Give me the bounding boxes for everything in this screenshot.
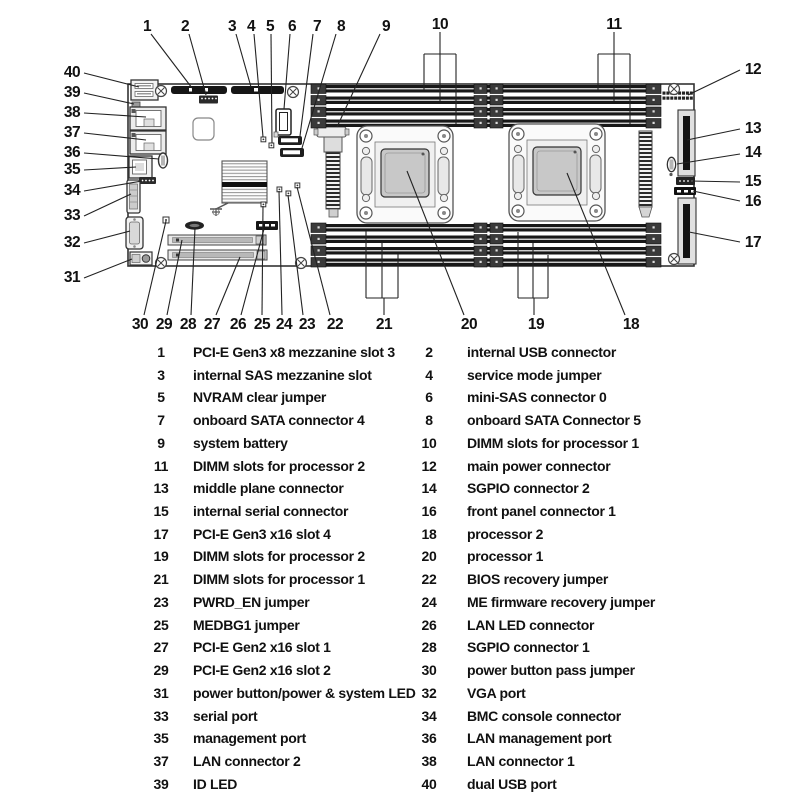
legend-item-label: SGPIO connector 2 [467,480,590,497]
callout-25: 25 [253,316,271,333]
legend-item-label: DIMM slots for processor 1 [193,571,365,588]
dimm-latch-dot [653,238,655,240]
leader-line-15 [691,181,740,182]
dimm-latch-dot [480,110,482,112]
callout-14: 14 [744,144,762,161]
dimm-latch-dot [653,87,655,89]
legend-item-number: 17 [153,525,169,542]
dimm-latch-dot [496,99,498,101]
callout-26: 26 [229,316,247,333]
legend-item-label: PCI-E Gen2 x16 slot 1 [193,639,331,656]
pcie-gen2-slot-2 [168,235,266,245]
legend-item-label: NVRAM clear jumper [193,389,327,406]
dimm-latch-dot [653,249,655,251]
processor-1-socket-pin [362,147,369,154]
processor-1-socket [357,126,453,223]
dual-usb-port [131,80,158,100]
legend-item-number: 32 [421,684,437,701]
legend-item-label: ME firmware recovery jumper [467,593,655,610]
power-pin [674,97,677,100]
callout-19: 19 [527,316,545,333]
dimm-latch-dot [480,261,482,263]
power-pin [663,92,666,95]
processor-2-socket [509,124,605,221]
legend-item-number: 23 [153,593,169,610]
callout-24: 24 [275,316,293,333]
legend-item-label: mini-SAS connector 0 [467,389,607,406]
legend-item-label: dual USB port [467,775,557,792]
dimm-latch-dot [480,238,482,240]
processor-2-socket-die [533,147,581,195]
legend-item-label: LAN connector 2 [193,752,301,769]
leader-line-32 [84,231,130,243]
power-pin [666,97,669,100]
callout-23: 23 [298,316,316,333]
processor-1-socket-arm-right [438,157,449,195]
dimm-latch-dot [653,261,655,263]
sas-mezzanine-slot [231,86,284,94]
power-pin [682,92,685,95]
legend-item-number: 10 [421,434,437,451]
legend-item-number: 30 [421,662,437,679]
dimm-latch-dot [480,99,482,101]
dimm-latch-dot [653,122,655,124]
legend-item-number: 31 [153,684,169,701]
leader-line-3 [236,34,251,87]
power-button-led [130,252,152,265]
legend-item-label: management port [193,730,306,747]
legend-item-number: 28 [421,639,437,656]
callout-10: 10 [431,16,449,33]
callout-34: 34 [63,182,81,199]
callout-17: 17 [744,234,762,251]
legend-item-number: 24 [421,593,437,610]
jumper-dot [271,145,273,147]
callout-37: 37 [63,124,81,141]
dimm-latch-dot [480,249,482,251]
legend-item-number: 3 [157,366,165,383]
callout-22: 22 [326,316,344,333]
legend-item-label: BMC console connector [467,707,621,724]
dimm-latch-dot [496,122,498,124]
legend-item-number: 1 [157,344,165,360]
bmc-console-connector [139,177,156,184]
internal-usb-connector [199,96,218,104]
callout-33: 33 [63,207,81,224]
callout-3: 3 [227,18,237,35]
legend-item-number: 9 [157,434,165,451]
legend-item-label: power button pass jumper [467,662,635,679]
dimm-latch-dot [496,226,498,228]
processor-1-socket-screw-dot [364,211,368,215]
processor-1-socket-pin [440,147,447,154]
dimm-latch-dot [496,87,498,89]
callout-12: 12 [744,61,762,78]
dimm-latch-dot [496,249,498,251]
processor-2-socket-arm-right [590,155,601,193]
callout-6: 6 [287,18,297,35]
lan-management-port [159,153,168,168]
processor-2-socket-screw-dot [516,132,520,136]
processor-1-socket-pin1-dot [422,153,425,156]
jumper-dot [263,204,265,206]
lan-connector-1 [130,107,166,130]
dimm-latch-dot [318,122,320,124]
legend-item-number: 2 [425,344,433,360]
legend-item-number: 34 [421,707,437,724]
callout-20: 20 [460,316,478,333]
jumper-dot [288,193,290,195]
processor-2-socket-screw-dot [594,132,598,136]
legend-item-label: internal USB connector [467,344,616,360]
processor-1-socket-pin [362,194,369,201]
legend-item-label: LAN connector 1 [467,752,575,769]
processor-1-socket-screw-dot [364,134,368,138]
callout-36: 36 [63,144,81,161]
dimm-latch-dot [318,261,320,263]
callout-21: 21 [375,316,393,333]
power-pin [690,97,693,100]
callout-13: 13 [744,120,762,137]
legend-item-number: 4 [425,366,433,383]
legend-item-number: 26 [421,616,437,633]
vga-port [126,217,143,249]
legend-item-number: 20 [421,548,437,565]
processor-1-socket-die [381,149,429,197]
dimm-latch-dot [496,238,498,240]
lan-led-connector [256,221,278,230]
callout-18: 18 [622,316,640,333]
callout-39: 39 [63,84,81,101]
callout-4: 4 [246,18,256,35]
power-pin [686,97,689,100]
legend-item-number: 5 [157,389,165,406]
legend-item-number: 33 [153,707,169,724]
power-pin [678,97,681,100]
legend-item-number: 39 [153,775,169,792]
callout-35: 35 [63,161,81,178]
legend-item-number: 13 [153,480,169,497]
leader-line-12 [688,70,740,95]
processor-2-socket-pin1-dot [574,151,577,154]
processor-1-socket-screw-dot [442,211,446,215]
vrm-column [639,131,652,217]
power-pin [670,97,673,100]
legend-item-label: LAN management port [467,730,612,747]
callout-15: 15 [744,173,762,190]
legend-item-number: 14 [421,480,437,497]
legend-item-number: 11 [153,457,169,474]
legend-item-number: 21 [153,571,169,588]
callout-7: 7 [312,18,322,35]
processor-1-socket-arm-left [361,157,372,195]
callout-27: 27 [203,316,221,333]
jumper-dot [263,139,265,141]
legend-item-label: BIOS recovery jumper [467,571,609,588]
processor-2-socket-screw-dot [594,209,598,213]
leader-line-17 [689,232,740,242]
legend-item-label: DIMM slots for processor 2 [193,457,365,474]
legend-item-label: PWRD_EN jumper [193,593,310,610]
callout-1: 1 [142,18,152,35]
legend-item-label: main power connector [467,457,611,474]
dimm-latch-dot [318,249,320,251]
legend-item-number: 37 [153,752,169,769]
power-pin [663,97,666,100]
legend-item-label: onboard SATA connector 4 [193,412,365,429]
callout-38: 38 [63,104,81,121]
processor-2-socket-pin [592,192,599,199]
pcie-gen2-slot-1 [168,250,267,260]
legend-item-number: 38 [421,752,437,769]
leader-line-33 [84,194,131,216]
callout-40: 40 [63,64,81,81]
processor-2-socket-screw-dot [516,209,520,213]
leader-line-31 [84,259,132,278]
legend-item-number: 15 [153,503,169,520]
legend-item-number: 40 [421,775,437,792]
dimm-latch-dot [653,226,655,228]
power-pin [682,97,685,100]
legend-item-label: service mode jumper [467,366,602,383]
dimm-latch-dot [496,110,498,112]
legend-item-label: LAN LED connector [467,616,595,633]
dimm-latch-dot [318,99,320,101]
legend-item-number: 25 [153,616,169,633]
legend-item-label: MEDBG1 jumper [193,616,300,633]
callout-2: 2 [180,18,190,35]
legend-item-label: onboard SATA Connector 5 [467,412,641,429]
callout-5: 5 [265,18,275,35]
callout-31: 31 [63,269,81,286]
legend-item-label: ID LED [193,775,238,792]
dimm-latch-dot [653,99,655,101]
processor-2-socket-pin [514,145,521,152]
callout-32: 32 [63,234,81,251]
processor-2-socket-pin [592,145,599,152]
dimm-latch-dot [480,87,482,89]
mezzanine-slot-1 [171,86,227,94]
callout-9: 9 [381,18,391,35]
callout-16: 16 [744,193,762,210]
mini-sas-connector-0 [274,109,291,137]
dimm-latch-dot [318,238,320,240]
jumper-dot [279,189,281,191]
sata-connector-5 [280,148,304,157]
legend-item-label: DIMM slots for processor 2 [193,548,365,565]
legend [146,341,655,795]
legend-item-label: power button/power & system LED [193,684,416,701]
legend-item-label: PCI-E Gen2 x16 slot 2 [193,662,331,679]
lan-connector-2 [130,131,166,154]
legend-item-label: internal SAS mezzanine slot [193,366,372,383]
legend-item-label: SGPIO connector 1 [467,639,590,656]
sata-connector-4 [278,136,302,145]
legend-item-number: 12 [421,457,437,474]
leader-line-39 [84,93,134,104]
legend-item-label: middle plane connector [193,480,344,497]
processor-2-socket-pin [514,192,521,199]
legend-item-label: DIMM slots for processor 1 [467,434,639,451]
jumper-dot [297,185,299,187]
serial-port [127,180,140,213]
legend-item-label: front panel connector 1 [467,503,616,520]
motherboard-diagram [0,0,800,340]
legend-item-number: 35 [153,730,169,747]
dimm-latch-dot [318,226,320,228]
callout-29: 29 [155,316,173,333]
legend-item-number: 6 [425,389,433,406]
legend-item-label: system battery [193,434,288,451]
dimm-latch-dot [653,110,655,112]
legend-item-number: 27 [153,639,169,656]
callout-30: 30 [131,316,149,333]
legend-item-number: 36 [421,730,437,747]
processor-1-socket-screw-dot [442,134,446,138]
front-panel-connector-1 [674,187,696,195]
processor-1-socket-pin [440,194,447,201]
leader-line-16 [693,191,740,201]
legend-item-label: serial port [193,707,258,724]
middle-plane-connector [678,110,695,176]
legend-item-label: VGA port [467,684,526,701]
callout-8: 8 [336,18,346,35]
legend-item-number: 29 [153,662,169,679]
legend-item-number: 18 [421,525,437,542]
dimm-latch-dot [480,122,482,124]
dimm-latch-dot [480,226,482,228]
legend-item-number: 7 [157,412,165,429]
legend-item-label: processor 1 [467,548,544,565]
callout-28: 28 [179,316,197,333]
callout-11: 11 [606,16,622,33]
legend-item-label: processor 2 [467,525,544,542]
legend-item-label: internal serial connector [193,503,349,520]
legend-item-number: 16 [421,503,437,520]
legend-item-label: PCI-E Gen3 x16 slot 4 [193,525,331,542]
legend-item-number: 19 [153,548,169,565]
processor-2-socket-arm-left [513,155,524,193]
dimm-latch-dot [496,261,498,263]
board-cutout [193,118,214,140]
pcie-gen3-x16-slot-4 [678,198,696,264]
legend-item-number: 8 [425,412,433,429]
dimm-latch-dot [318,110,320,112]
legend-item-number: 22 [421,571,437,588]
legend-item-label: PCI-E Gen3 x8 mezzanine slot 3 [193,344,395,360]
